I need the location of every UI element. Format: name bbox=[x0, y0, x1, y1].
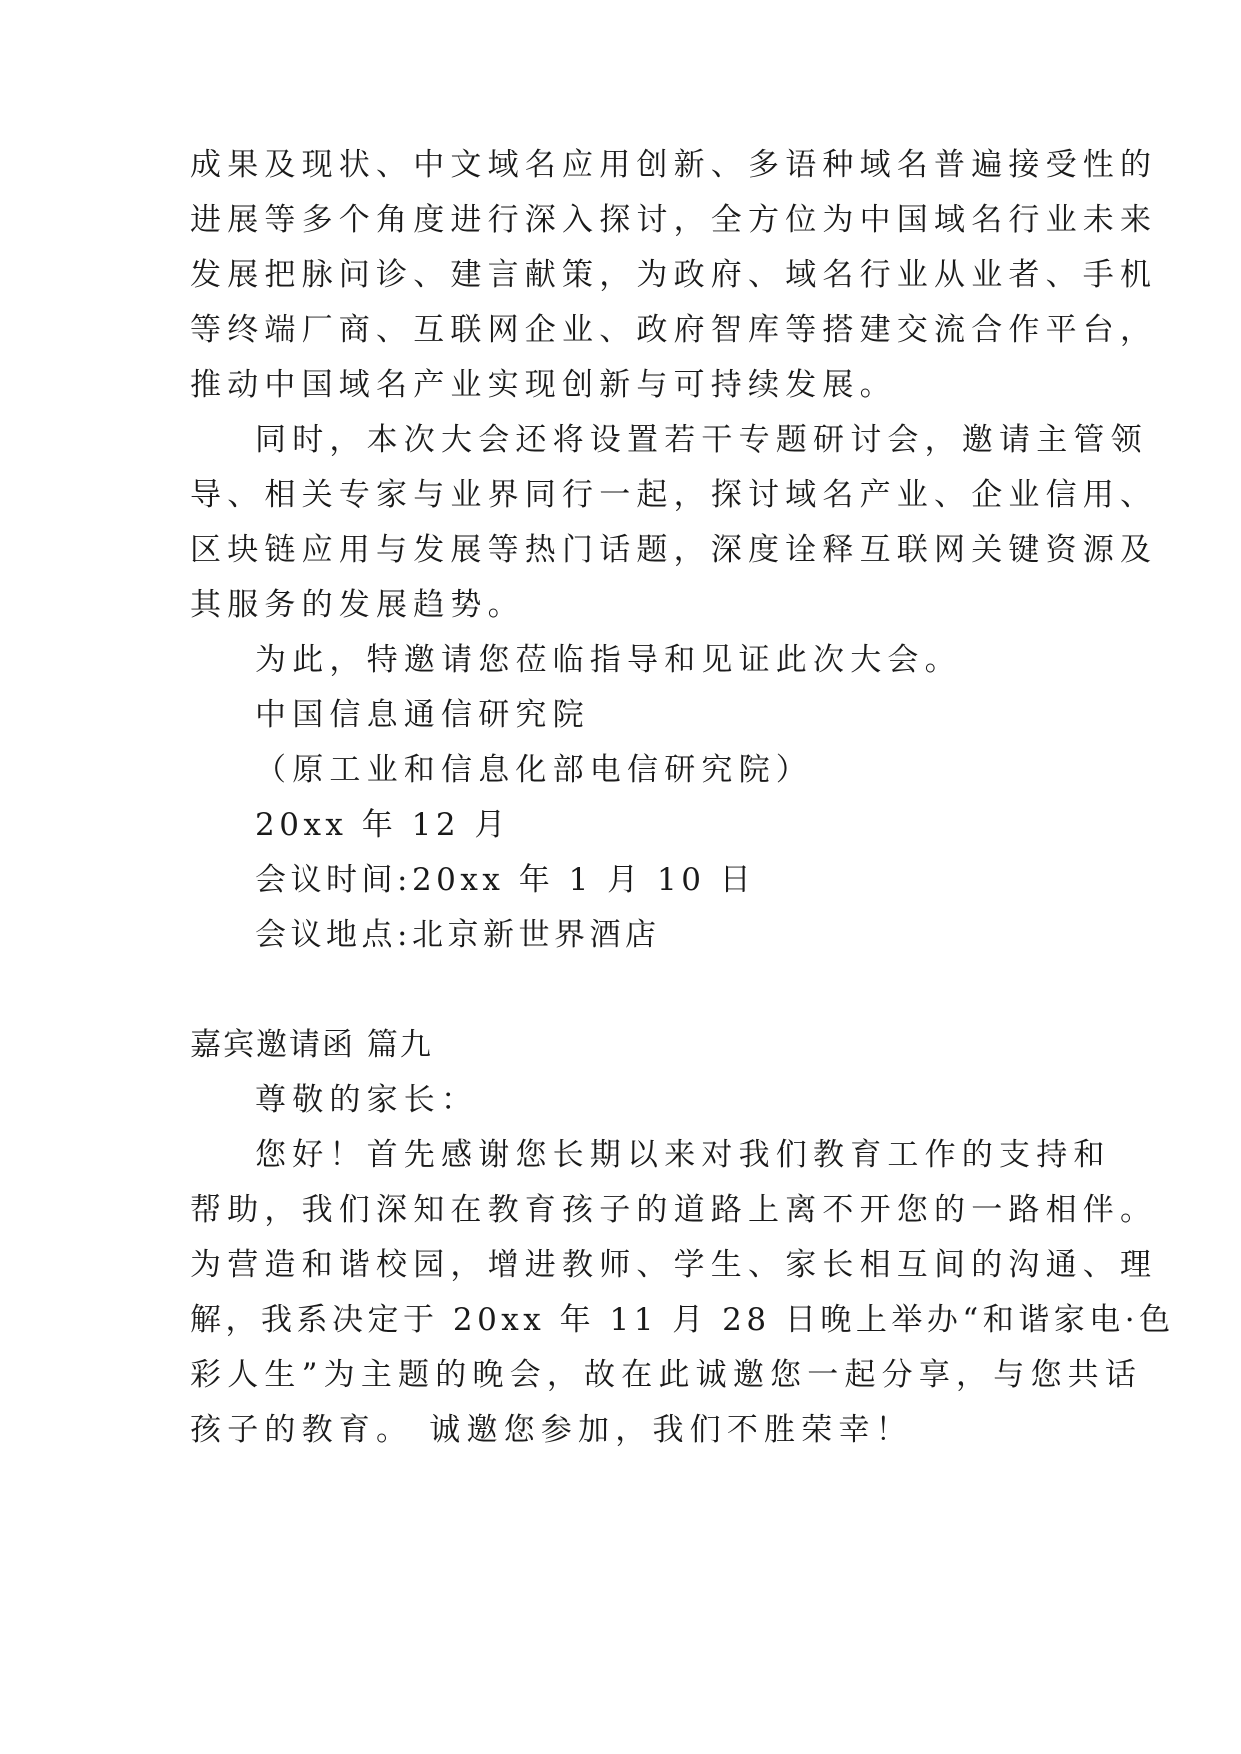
document-date: 20xx 年 12 月 bbox=[255, 807, 510, 843]
paragraph-line: 解，我系决定于 20xx 年 11 月 28 日晚上举办“和谐家电·色 bbox=[190, 1302, 1175, 1338]
paragraph-line: 彩人生”为主题的晚会，故在此诚邀您一起分享，与您共话 bbox=[190, 1357, 1143, 1393]
organization-former-name: （原工业和信息化部电信研究院） bbox=[255, 752, 813, 788]
paragraph-line: 推动中国域名产业实现创新与可持续发展。 bbox=[190, 367, 897, 403]
paragraph-line: 成果及现状、中文域名应用创新、多语种域名普遍接受性的 bbox=[190, 147, 1158, 183]
salutation: 尊敬的家长： bbox=[255, 1082, 479, 1118]
meeting-location: 会议地点:北京新世界酒店 bbox=[255, 917, 661, 953]
organization-name: 中国信息通信研究院 bbox=[255, 697, 590, 733]
invitation-sentence: 为此，特邀请您莅临指导和见证此次大会。 bbox=[255, 642, 962, 678]
paragraph-line: 为营造和谐校园，增进教师、学生、家长相互间的沟通、理 bbox=[190, 1247, 1158, 1283]
section-heading: 嘉宾邀请函 篇九 bbox=[190, 1027, 433, 1063]
paragraph-line: 孩子的教育。 诚邀您参加，我们不胜荣幸！ bbox=[190, 1412, 913, 1448]
paragraph-line: 进展等多个角度进行深入探讨，全方位为中国域名行业未来 bbox=[190, 202, 1158, 238]
meeting-time: 会议时间:20xx 年 1 月 10 日 bbox=[255, 862, 756, 898]
paragraph-line: 您好！首先感谢您长期以来对我们教育工作的支持和 bbox=[255, 1137, 1111, 1173]
paragraph-line: 同时，本次大会还将设置若干专题研讨会，邀请主管领 bbox=[255, 422, 1148, 458]
paragraph-line: 帮助，我们深知在教育孩子的道路上离不开您的一路相伴。 bbox=[190, 1192, 1158, 1228]
paragraph-line: 等终端厂商、互联网企业、政府智库等搭建交流合作平台， bbox=[190, 312, 1158, 348]
paragraph-line: 其服务的发展趋势。 bbox=[190, 587, 525, 623]
paragraph-line: 区块链应用与发展等热门话题，深度诠释互联网关键资源及 bbox=[190, 532, 1158, 568]
paragraph-line: 发展把脉问诊、建言献策，为政府、域名行业从业者、手机 bbox=[190, 257, 1158, 293]
paragraph-line: 导、相关专家与业界同行一起，探讨域名产业、企业信用、 bbox=[190, 477, 1158, 513]
